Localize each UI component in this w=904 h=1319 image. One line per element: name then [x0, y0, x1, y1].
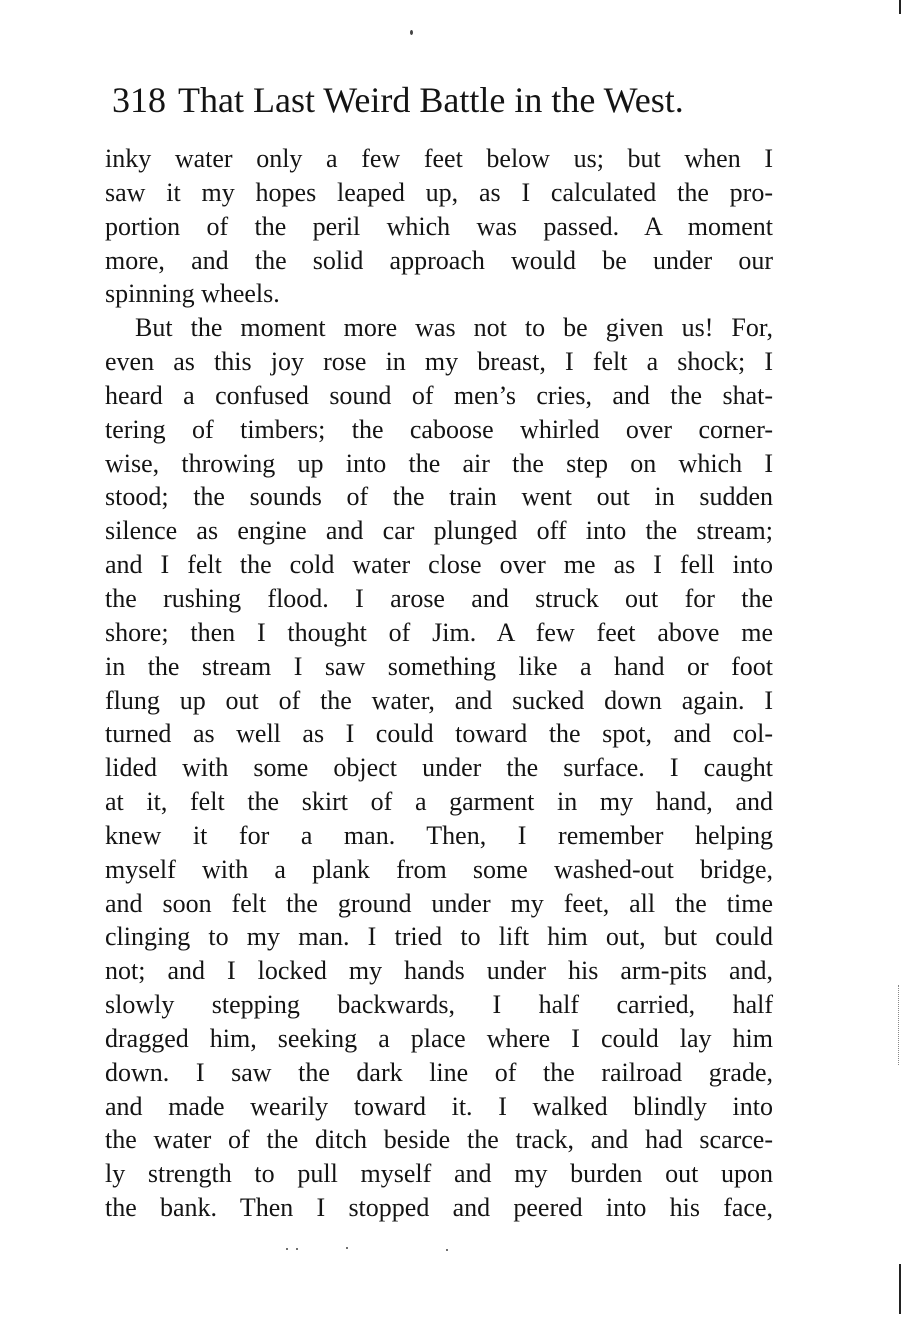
text-line: portion of the peril which was passed. A moment [105, 211, 773, 241]
text-line: at it, felt the skirt of a garment in my hand, and [105, 787, 773, 817]
text-line: turned as well as I could toward the spot, and col- [105, 719, 773, 749]
scan-edge-mark [899, 0, 901, 14]
page-number: 318 [112, 80, 166, 120]
text-line: wise, throwing up into the air the step on which I [105, 448, 773, 478]
text-line: saw it my hopes leaped up, as I calculated the pro- [105, 177, 773, 207]
scan-speck [446, 1249, 448, 1251]
text-line: more, and the solid approach would be under our [105, 245, 773, 275]
scan-edge-mark [899, 1264, 901, 1314]
scan-edge-dots [898, 985, 900, 1065]
scan-speck [296, 1248, 298, 1250]
running-title: That Last Weird Battle in the West. [178, 80, 684, 120]
text-line: myself with a plank from some washed-out bridge, [105, 854, 773, 884]
text-line: dragged him, seeking a place where I could lay him [105, 1023, 773, 1053]
text-line: clinging to my man. I tried to lift him out, but could [105, 922, 773, 952]
scan-speck [346, 1247, 348, 1249]
text-line: spinning wheels. [105, 279, 280, 309]
text-line: stood; the sounds of the train went out in sudden [105, 482, 773, 512]
text-line: shore; then I thought of Jim. A few feet above me [105, 617, 773, 647]
text-line: not; and I locked my hands under his arm-pits and, [105, 956, 773, 986]
text-line: slowly stepping backwards, I half carried, half [105, 990, 773, 1020]
text-line: flung up out of the water, and sucked down again. I [105, 685, 773, 715]
text-line: in the stream I saw something like a hand or foot [105, 651, 773, 681]
text-line: silence as engine and car plunged off into the stream; [105, 516, 773, 546]
text-line: heard a confused sound of men’s cries, and the shat- [105, 380, 773, 410]
body-text [105, 142, 773, 1225]
text-line: lided with some object under the surface. I caught [105, 753, 773, 783]
text-line: even as this joy rose in my breast, I felt a shock; I [105, 347, 773, 377]
text-line: the water of the ditch beside the track, and had scarce- [105, 1125, 773, 1155]
text-line: ly strength to pull myself and my burden out upon [105, 1159, 773, 1189]
text-line: the bank. Then I stopped and peered into his face, [105, 1193, 773, 1223]
text-line: and soon felt the ground under my feet, all the time [105, 888, 773, 918]
text-line: tering of timbers; the caboose whirled over corner- [105, 414, 773, 444]
text-line: and made wearily toward it. I walked blindly into [105, 1091, 773, 1121]
text-line: down. I saw the dark line of the railroad grade, [105, 1057, 773, 1087]
paragraph-start-line: But the moment more was not to be given us! For, [135, 313, 773, 343]
text-line: inky water only a few feet below us; but when I [105, 144, 773, 173]
scan-speck [410, 30, 413, 35]
text-line: knew it for a man. Then, I remember helping [105, 820, 773, 850]
text-line: the rushing flood. I arose and struck out for the [105, 583, 773, 613]
scan-speck [286, 1248, 288, 1250]
text-line: and I felt the cold water close over me as I fell into [105, 550, 773, 580]
running-header [112, 80, 792, 120]
